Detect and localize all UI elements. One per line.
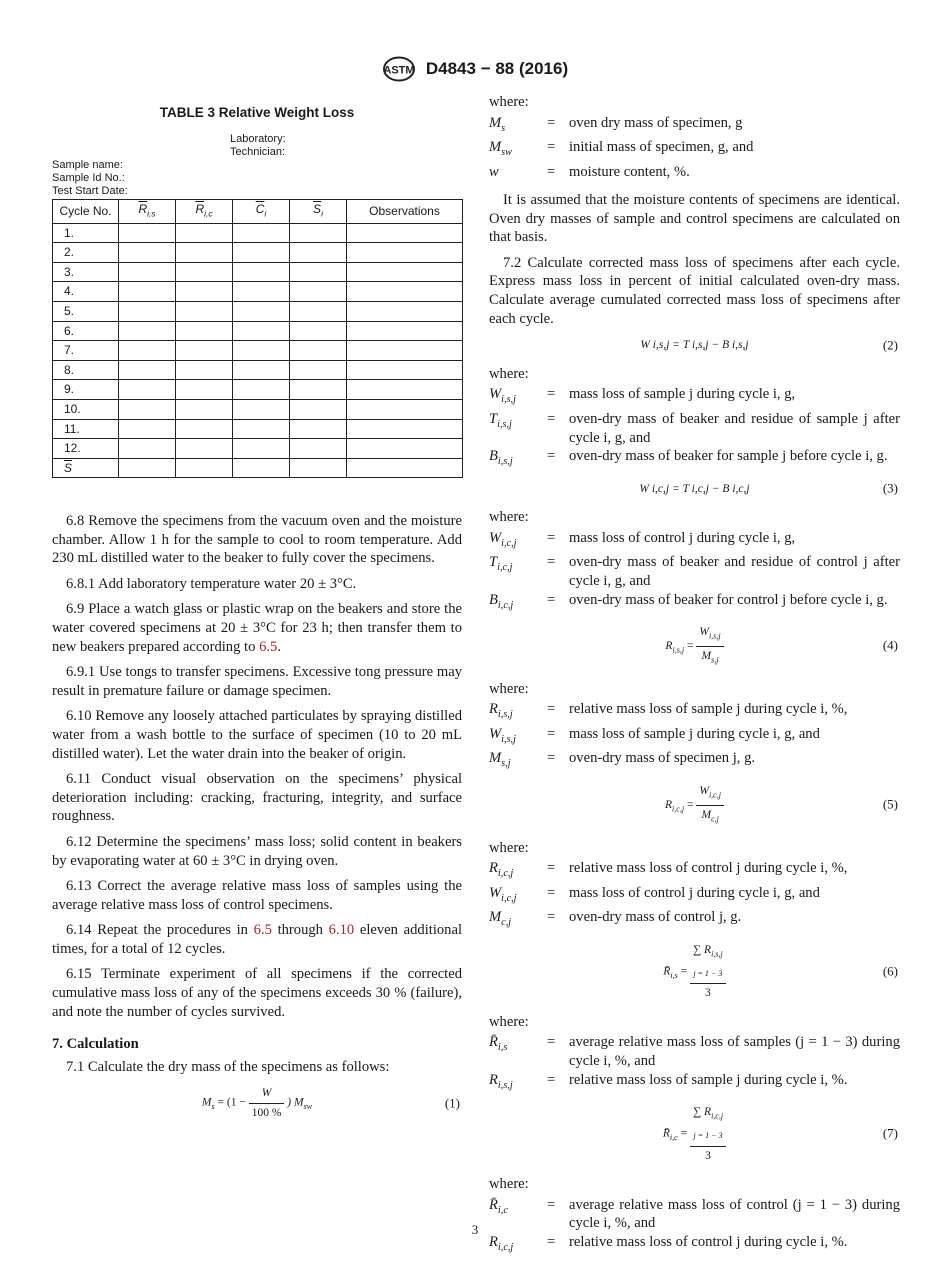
- para-7-1: 7.1 Calculate the dry mass of the specimens as follows:: [66, 1058, 390, 1075]
- cycle-number-cell: 10.: [53, 399, 119, 419]
- cycle-number-cell: 8.: [53, 360, 119, 380]
- symbol: $W_{i,c,j}$: [489, 884, 517, 904]
- para-6-14: 6.14 Repeat the procedures in 6.5 through 6.10 eleven additional times, for a total of 12 cycles.: [52, 922, 462, 957]
- table-row: [53, 321, 463, 341]
- equals-sign: =: [547, 884, 556, 901]
- col-observations: Observations: [347, 199, 463, 223]
- cycle-number-cell: 4.: [53, 282, 119, 302]
- equation-number: (7): [882, 1125, 898, 1141]
- ref-6-10-link[interactable]: 6.10: [328, 922, 355, 939]
- table-row: [53, 458, 463, 478]
- ref-6-5-link[interactable]: 6.5: [259, 638, 278, 655]
- symbol-description: relative mass loss of sample j during cycle i, %,: [569, 701, 848, 718]
- para-6-10: 6.10 Remove any loosely attached particulates by spraying distilled water from a wash bottle to the surface of specimen (10 to 20 mL distilled water). Let the water drain into the beaker of origin.: [52, 708, 462, 762]
- para-6-13: 6.13 Correct the average relative mass loss of samples using the average relative mass loss of control specimens.: [52, 878, 462, 913]
- para-6-9: 6.9 Place a watch glass or plastic wrap on the beakers and store the water covered specimens at 20 ± 3°C for 23 h; then transfer them to new beakers prepared according to 6.5.: [52, 601, 462, 655]
- symbol: $T_{i,c,j}$: [489, 554, 513, 574]
- equals-sign: =: [547, 163, 556, 180]
- symbol-description: oven-dry mass of beaker and residue of sample j after cycle i, g, and: [569, 410, 900, 446]
- cycle-number-cell: 2.: [53, 243, 119, 263]
- symbol: $R_{i,c,j}$: [489, 1233, 514, 1253]
- empty-cell: [290, 341, 347, 361]
- symbol-description: mass loss of sample j during cycle i, g,: [569, 386, 796, 403]
- table-row: [53, 439, 463, 459]
- empty-cell: [176, 419, 233, 439]
- symbol: w: [489, 163, 499, 180]
- equation-5: $R_{i,c,j}$ = $\frac{W_{i,c,j}}{M_{c,j}}$ (5): [489, 782, 900, 829]
- table-row: [53, 223, 463, 243]
- equation-number: (2): [882, 337, 898, 353]
- section-7-heading: 7. Calculation: [52, 1036, 139, 1053]
- empty-cell: [290, 282, 347, 302]
- empty-cell: [290, 399, 347, 419]
- designation: D4843 − 88 (2016): [425, 59, 569, 78]
- empty-cell: [176, 262, 233, 282]
- empty-cell: [347, 282, 463, 302]
- empty-cell: [347, 399, 463, 419]
- cycle-number-cell: 1.: [53, 223, 119, 243]
- para-7-2: 7.2 Calculate corrected mass loss of specimens after each cycle. Express mass loss in percent of initial calculated oven-dry mass. Calculate average cumulated corrected mass loss of specimens after each cycle.: [489, 254, 900, 327]
- empty-cell: [290, 380, 347, 400]
- symbol: $R_{i,s,j}$: [489, 701, 513, 721]
- cycle-number-cell: 7.: [53, 341, 119, 361]
- empty-cell: [119, 419, 176, 439]
- equals-sign: =: [547, 860, 556, 877]
- empty-cell: [347, 301, 463, 321]
- table-row: [53, 380, 463, 400]
- table-row: [53, 360, 463, 380]
- page-header: [0, 56, 950, 82]
- symbol: $R̄_{i,c}$: [489, 1196, 508, 1216]
- empty-cell: [233, 321, 290, 341]
- empty-cell: [119, 282, 176, 302]
- eq2-expression: W i,s,j = T i,s,j − B i,s,j: [640, 339, 749, 352]
- table-row: [53, 399, 463, 419]
- symbol: $W_{i,s,j}$: [489, 386, 516, 406]
- empty-cell: [290, 243, 347, 263]
- equals-sign: =: [547, 1233, 556, 1250]
- symbol: $M_{sw}$: [489, 139, 512, 158]
- technician-label: Technician:: [230, 145, 286, 158]
- empty-cell: [176, 243, 233, 263]
- equals-sign: =: [547, 1196, 556, 1213]
- empty-cell: [119, 341, 176, 361]
- right-column: [489, 93, 900, 1261]
- definitions-5: [489, 859, 900, 933]
- equation-number: (3): [882, 480, 898, 496]
- symbol: $M_{s,j}$: [489, 750, 511, 770]
- symbol: $R̄_{i,s}$: [489, 1034, 508, 1054]
- where-label: where:: [489, 1013, 529, 1030]
- empty-cell: [233, 360, 290, 380]
- equals-sign: =: [547, 386, 556, 403]
- cycle-number-cell: 5.: [53, 301, 119, 321]
- symbol-description: oven-dry mass of specimen j, g.: [569, 750, 756, 767]
- empty-cell: [233, 458, 290, 478]
- equals-sign: =: [547, 448, 556, 465]
- symbol-description: relative mass loss of control j during cycle i, %.: [569, 1233, 848, 1250]
- definitions-4: [489, 700, 900, 774]
- empty-cell: [290, 321, 347, 341]
- table-row: [53, 282, 463, 302]
- empty-cell: [290, 439, 347, 459]
- symbol: $R_{i,c,j}$: [489, 860, 514, 880]
- equals-sign: =: [547, 701, 556, 718]
- table-row: [53, 243, 463, 263]
- left-column: [52, 100, 462, 1133]
- empty-cell: [290, 223, 347, 243]
- empty-cell: [347, 262, 463, 282]
- col-r-ic: $\overline{R}_{i,c}$: [176, 199, 233, 223]
- equals-sign: =: [547, 725, 556, 742]
- para-6-9-1: 6.9.1 Use tongs to transfer specimens. Excessive tong pressure may result in premature failure or damage specimen.: [52, 664, 462, 699]
- equation-number: (4): [882, 638, 898, 654]
- eq3-expression: W i,c,j = T i,c,j − B i,c,j: [639, 482, 750, 495]
- empty-cell: [290, 360, 347, 380]
- page-number: 3: [471, 1222, 479, 1237]
- equals-sign: =: [547, 750, 556, 767]
- col-s-i: $\overline{S}_i$: [290, 199, 347, 223]
- equation-4: $R_{i,s,j}$ = $\frac{W_{i,s,j}}{M_{s,j}}$ (4): [489, 623, 900, 670]
- empty-cell: [290, 301, 347, 321]
- symbol-description: mass loss of control j during cycle i, g,: [569, 529, 796, 546]
- empty-cell: [119, 223, 176, 243]
- empty-cell: [290, 419, 347, 439]
- equation-1: $M_s = (1$ − $\frac{W}{100 \%}$ ) $M_{sw}$ (1): [52, 1084, 462, 1122]
- empty-cell: [290, 262, 347, 282]
- equals-sign: =: [547, 909, 556, 926]
- definitions-6: [489, 1033, 900, 1095]
- test-start-label: Test Start Date:: [52, 184, 128, 197]
- empty-cell: [176, 360, 233, 380]
- equals-sign: =: [547, 139, 556, 156]
- equals-sign: =: [547, 114, 556, 131]
- empty-cell: [233, 341, 290, 361]
- para-assumed: It is assumed that the moisture contents of specimens are identical. Oven dry masses of sample and control specimens are calculated on that basis.: [489, 192, 900, 246]
- cycle-number-cell: 12.: [53, 439, 119, 459]
- empty-cell: [176, 439, 233, 459]
- equation-6: $R̄_{i,s}$ = ∑ $R_{i,s,j}$ j = 1 − 3 3 (6): [489, 941, 900, 1003]
- symbol: $M_{c,j}$: [489, 909, 512, 929]
- where-label: where:: [489, 1176, 529, 1193]
- table-header-row: [53, 199, 463, 223]
- table-title: TABLE 3 Relative Weight Loss: [159, 105, 355, 120]
- empty-cell: [176, 301, 233, 321]
- where-label: where:: [489, 509, 529, 526]
- empty-cell: [233, 282, 290, 302]
- symbol: $R_{i,s,j}$: [489, 1071, 513, 1091]
- where-label: where:: [489, 94, 529, 110]
- symbol-description: relative mass loss of control j during cycle i, %,: [569, 860, 848, 877]
- empty-cell: [347, 380, 463, 400]
- equals-sign: =: [547, 591, 556, 608]
- sample-id-label: Sample Id No.:: [52, 171, 125, 184]
- empty-cell: [233, 262, 290, 282]
- empty-cell: [347, 458, 463, 478]
- empty-cell: [233, 380, 290, 400]
- empty-cell: [347, 243, 463, 263]
- empty-cell: [119, 380, 176, 400]
- empty-cell: [233, 399, 290, 419]
- empty-cell: [119, 360, 176, 380]
- symbol: $B_{i,s,j}$: [489, 448, 513, 468]
- table-row: [53, 419, 463, 439]
- col-cycle-no: Cycle No.: [53, 199, 119, 223]
- laboratory-label: Laboratory:: [230, 132, 286, 145]
- empty-cell: [233, 301, 290, 321]
- equation-number: (6): [882, 963, 898, 979]
- symbol-description: relative mass loss of sample j during cycle i, %.: [569, 1071, 848, 1088]
- empty-cell: [119, 458, 176, 478]
- equation-2: [489, 336, 900, 355]
- equals-sign: =: [547, 1071, 556, 1088]
- svg-text:ASTM: ASTM: [383, 64, 415, 77]
- ref-6-5-link[interactable]: 6.5: [253, 922, 272, 939]
- symbol: $B_{i,c,j}$: [489, 591, 514, 611]
- cycle-number-cell: $\overline{S}$: [53, 458, 119, 478]
- equals-sign: =: [547, 1034, 556, 1051]
- symbol-description: oven-dry mass of control j, g.: [569, 909, 742, 926]
- empty-cell: [233, 419, 290, 439]
- empty-cell: [176, 380, 233, 400]
- empty-cell: [347, 419, 463, 439]
- symbol: $W_{i,c,j}$: [489, 529, 517, 549]
- empty-cell: [176, 399, 233, 419]
- symbol: $W_{i,s,j}$: [489, 725, 516, 745]
- empty-cell: [176, 321, 233, 341]
- para-6-8-1: 6.8.1 Add laboratory temperature water 20 ± 3°C.: [66, 575, 357, 592]
- empty-cell: [347, 439, 463, 459]
- sample-name-label: Sample name:: [52, 158, 123, 171]
- symbol-description: initial mass of specimen, g, and: [569, 139, 754, 156]
- symbol-description: average relative mass loss of control (j = 1 − 3) during cycle i, %, and: [569, 1196, 900, 1232]
- symbol: $M_s$: [489, 114, 506, 134]
- symbol-description: mass loss of control j during cycle i, g, and: [569, 884, 820, 901]
- equation-3: [489, 480, 900, 499]
- relative-weight-loss-table: [52, 199, 463, 479]
- equation-7: $R̄_{i,c}$ = ∑ $R_{i,c,j}$ j = 1 − 3 3 (7): [489, 1103, 900, 1165]
- empty-cell: [176, 341, 233, 361]
- empty-cell: [119, 243, 176, 263]
- empty-cell: [176, 282, 233, 302]
- cycle-number-cell: 9.: [53, 380, 119, 400]
- symbol-description: mass loss of sample j during cycle i, g, and: [569, 725, 820, 742]
- definitions-1: [489, 114, 900, 188]
- symbol-description: oven-dry mass of beaker for control j before cycle i, g.: [569, 591, 888, 608]
- empty-cell: [290, 458, 347, 478]
- para-6-12: 6.12 Determine the specimens’ mass loss; solid content in beakers by evaporating water at 60 ± 3°C in drying oven.: [52, 833, 462, 869]
- where-label: where:: [489, 365, 529, 382]
- para-6-11: 6.11 Conduct visual observation on the specimens’ physical deterioration including: cracking, fracturing, integrity, and surface roughness.: [52, 771, 462, 825]
- cycle-number-cell: 3.: [53, 262, 119, 282]
- para-6-15: 6.15 Terminate experiment of all specimens if the corrected cumulative mass loss of any of the specimens exceeds 30 % (failure), and note the number of cycles survived.: [52, 966, 462, 1020]
- astm-logo-icon: [382, 56, 416, 82]
- empty-cell: [119, 262, 176, 282]
- empty-cell: [233, 439, 290, 459]
- equation-number: (1): [444, 1095, 460, 1111]
- equals-sign: =: [547, 554, 556, 571]
- col-c-i: $\overline{C}_i$: [233, 199, 290, 223]
- table-row: [53, 301, 463, 321]
- empty-cell: [119, 321, 176, 341]
- empty-cell: [119, 439, 176, 459]
- table-row: [53, 262, 463, 282]
- equals-sign: =: [547, 529, 556, 546]
- symbol-description: oven dry mass of specimen, g: [569, 114, 743, 131]
- symbol-description: average relative mass loss of samples (j = 1 − 3) during cycle i, %, and: [569, 1034, 900, 1070]
- col-r-is: $\overline{R}_{i,s}$: [119, 199, 176, 223]
- empty-cell: [347, 321, 463, 341]
- empty-cell: [347, 341, 463, 361]
- cycle-number-cell: 6.: [53, 321, 119, 341]
- empty-cell: [233, 223, 290, 243]
- empty-cell: [233, 243, 290, 263]
- definitions-2: [489, 385, 900, 471]
- symbol-description: oven-dry mass of beaker and residue of control j after cycle i, g, and: [569, 554, 900, 589]
- where-label: where:: [489, 680, 529, 697]
- definitions-3: [489, 529, 900, 615]
- cycle-number-cell: 11.: [53, 419, 119, 439]
- empty-cell: [347, 360, 463, 380]
- where-label: where:: [489, 839, 529, 856]
- para-6-8: 6.8 Remove the specimens from the vacuum oven and the moisture chamber. Allow 1 h for the sample to cool to room temperature. Add 230 mL distilled water to the beaker to fully cover the specimens.: [52, 513, 462, 567]
- equation-number: (5): [882, 796, 898, 812]
- empty-cell: [176, 223, 233, 243]
- symbol: $T_{i,s,j}$: [489, 410, 512, 430]
- table-3-block: [52, 104, 462, 512]
- symbol-description: moisture content, %.: [569, 163, 690, 180]
- empty-cell: [347, 223, 463, 243]
- empty-cell: [176, 458, 233, 478]
- empty-cell: [119, 301, 176, 321]
- equals-sign: =: [547, 410, 556, 427]
- empty-cell: [119, 399, 176, 419]
- table-row: [53, 341, 463, 361]
- symbol-description: oven-dry mass of beaker for sample j before cycle i, g.: [569, 448, 888, 465]
